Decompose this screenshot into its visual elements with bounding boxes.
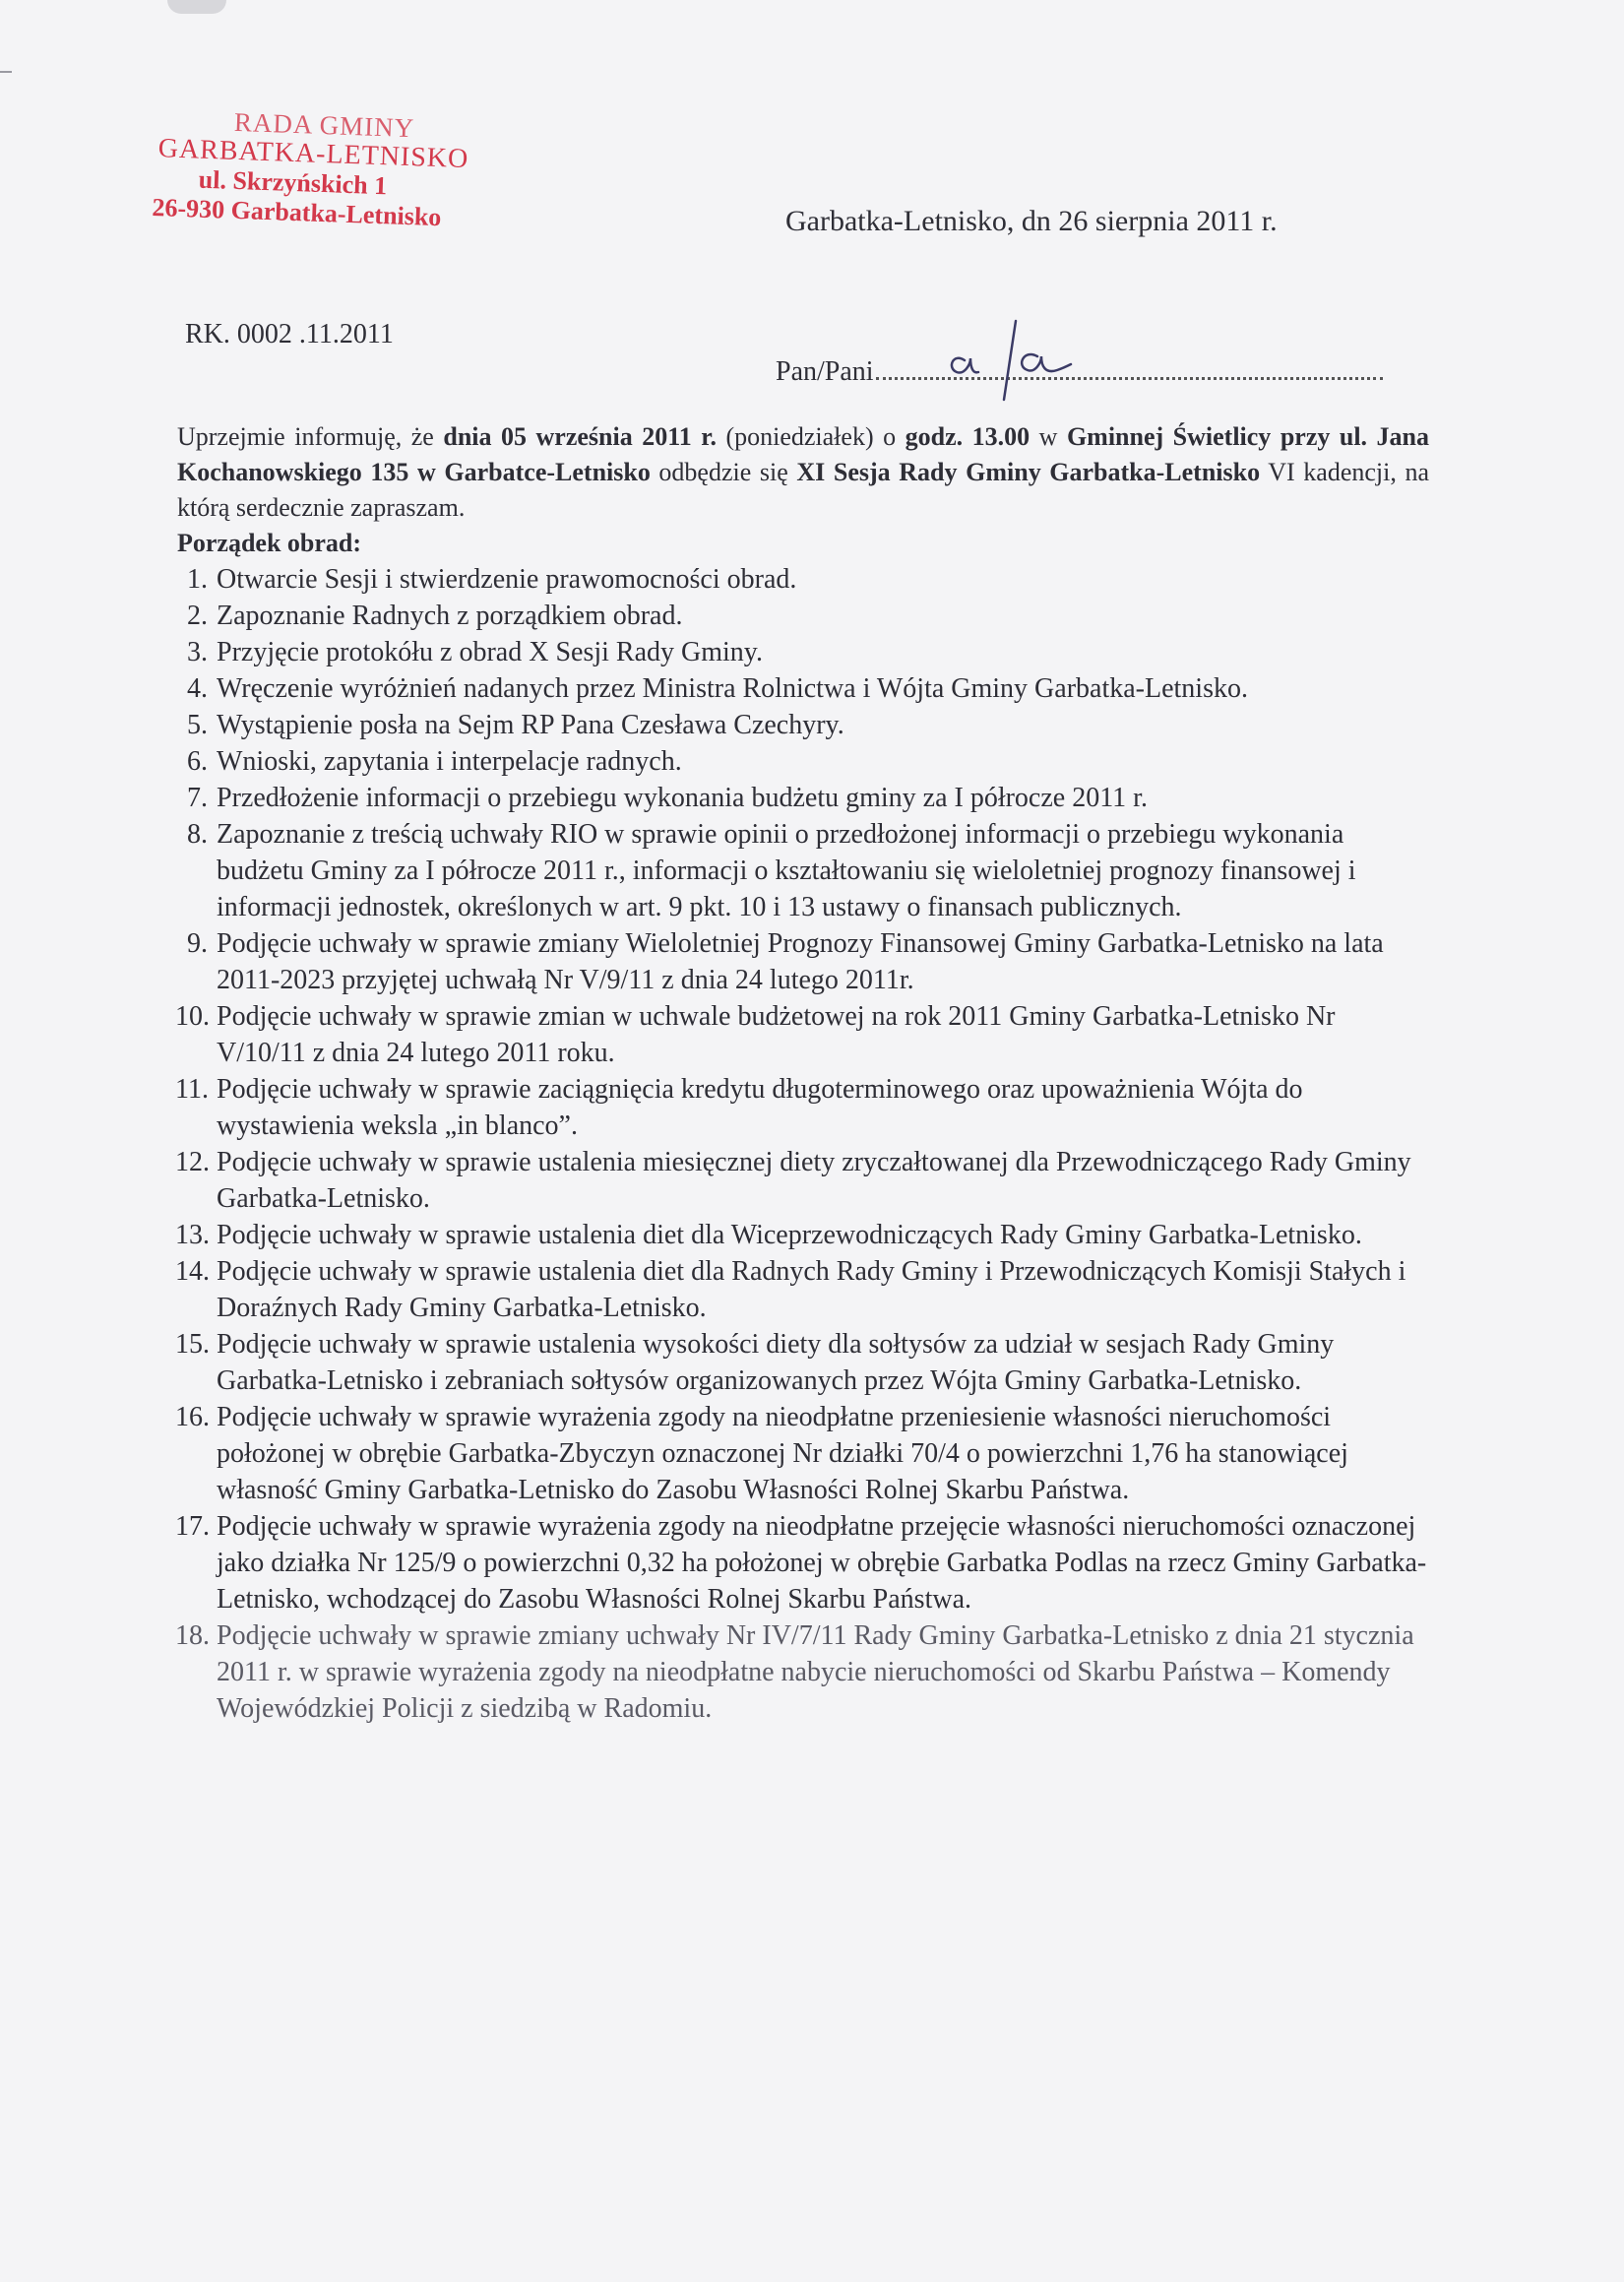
agenda-item-text: Podjęcie uchwały w sprawie ustalenia diet dla Radnych Rady Gminy i Przewodniczących Komisji Stałych i Doraźnych Rady Gminy Garbatka-Letnisko. (217, 1256, 1406, 1323)
agenda-item (177, 1399, 1429, 1508)
agenda-item-text: Podjęcie uchwały w sprawie zmian w uchwale budżetowej na rok 2011 Gminy Garbatka-Letnisko Nr V/10/11 z dnia 24 lutego 2011 roku. (217, 1001, 1336, 1068)
agenda-heading: Porządek obrad: (177, 529, 362, 557)
council-stamp (144, 104, 502, 234)
handwritten-signature (943, 313, 1081, 402)
agenda-item-text: Przyjęcie protokółu z obrad X Sesji Rady Gminy. (217, 637, 763, 667)
agenda-item-text: Podjęcie uchwały w sprawie zmiany uchwały Nr IV/7/11 Rady Gminy Garbatka-Letnisko z dnia 21 stycznia 2011 r. w sprawie wyrażenia zgody na nieodpłatne nabycie nieruchomości od Skarbu Państwa – Komendy Wojewódzkiej Policji z siedzibą w Radomiu. (217, 1620, 1414, 1724)
intro-text-2: (poniedziałek) o (716, 422, 906, 451)
agenda-item (177, 1253, 1429, 1326)
agenda-item-text: Podjęcie uchwały w sprawie ustalenia diet dla Wiceprzewodniczących Rady Gminy Garbatka-Letnisko. (217, 1220, 1362, 1250)
agenda-item (177, 1617, 1429, 1727)
agenda-item-number: 11. (175, 1074, 209, 1105)
stamp-line-1: RADA GMINY (233, 106, 415, 144)
agenda-item (177, 634, 1429, 670)
agenda-item-text: Podjęcie uchwały w sprawie wyrażenia zgody na nieodpłatne przejęcie własności nieruchomości oznaczonej jako działka Nr 125/9 o powierzchni 0,32 ha położonej w obrębie Garbatka Podlas na rzecz Gminy Garbatka-Letnisko, wchodzącej do Zasobu Własności Rolnej Skarbu Państwa. (217, 1511, 1427, 1615)
agenda-item-text: Podjęcie uchwały w sprawie wyrażenia zgody na nieodpłatne przeniesienie własności nieruchomości położonej w obrębie Garbatka-Zbyczyn oznaczonej Nr działki 70/4 o powierzchni 1,76 ha stanowiącej własność Gminy Garbatka-Letnisko do Zasobu Własności Rolnej Skarbu Państwa. (217, 1402, 1348, 1505)
page-edge-mark (0, 71, 12, 73)
agenda-item-text: Podjęcie uchwały w sprawie zmiany Wieloletniej Prognozy Finansowej Gminy Garbatka-Letnisko na lata 2011-2023 przyjętej uchwałą Nr V/9/11 z dnia 24 lutego 2011r. (217, 928, 1384, 995)
agenda-item-number: 9. (187, 928, 208, 959)
session-hour: godz. 13.00 (905, 422, 1031, 451)
agenda-item-number: 2. (187, 601, 208, 631)
agenda-item-number: 5. (187, 710, 208, 740)
agenda-item (177, 998, 1429, 1071)
agenda-item (177, 1326, 1429, 1399)
stamp-line-2: GARBATKA-LETNISKO (157, 133, 469, 175)
agenda-item-number: 12. (175, 1147, 210, 1177)
place-date: Garbatka-Letnisko, dn 26 sierpnia 2011 r. (785, 205, 1278, 237)
agenda-item (177, 1217, 1429, 1253)
agenda-item (177, 1508, 1429, 1617)
stamp-line-4: 26-930 Garbatka-Letnisko (152, 192, 442, 232)
agenda-item (177, 780, 1429, 816)
intro-text-5: VI kadencji, na którą serdecznie zapraszam. (177, 458, 1430, 522)
corner-smudge (167, 0, 226, 14)
agenda-item-text: Podjęcie uchwały w sprawie zaciągnięcia kredytu długoterminowego oraz upoważnienia Wójta do wystawienia weksla „in blanco”. (217, 1074, 1303, 1141)
agenda-item-number: 7. (187, 783, 208, 813)
agenda-item-text: Otwarcie Sesji i stwierdzenie prawomocności obrad. (217, 564, 797, 595)
agenda-item-text: Podjęcie uchwały w sprawie ustalenia wysokości diety dla sołtysów za udział w sesjach Rady Gminy Garbatka-Letnisko i zebraniach sołtysów organizowanych przez Wójta Gminy Garbatka-Letnisko. (217, 1329, 1335, 1396)
agenda-item (177, 1144, 1429, 1217)
agenda-item-number: 16. (175, 1402, 210, 1432)
agenda-item-number: 10. (175, 1001, 210, 1032)
addressee-label: Pan/Pani (776, 356, 874, 387)
reference-number: RK. 0002 .11.2011 (185, 319, 394, 349)
agenda-item-text: Zapoznanie Radnych z porządkiem obrad. (217, 601, 683, 631)
stamp-line-3: ul. Skrzyńskich 1 (198, 164, 388, 201)
agenda-item-text: Wręczenie wyróżnień nadanych przez Ministra Rolnictwa i Wójta Gminy Garbatka-Letnisko. (217, 673, 1248, 704)
agenda-item-number: 18. (175, 1620, 210, 1651)
agenda-item (177, 925, 1429, 998)
agenda-item (177, 561, 1429, 598)
agenda-item-number: 3. (187, 637, 208, 667)
session-place: Gminnej Świetlicy przy ul. Jana Kochanowskiego 135 w Garbatce-Letnisko (177, 422, 1430, 486)
intro-text-1: Uprzejmie informuję, że (177, 422, 444, 451)
agenda-list (177, 561, 1429, 1727)
agenda-item-number: 1. (187, 564, 208, 595)
agenda-item (177, 1071, 1429, 1144)
intro-text-4: odbędzie się (650, 458, 797, 486)
agenda-item-text: Wnioski, zapytania i interpelacje radnych. (217, 746, 682, 777)
session-name: XI Sesja Rady Gminy Garbatka-Letnisko (796, 458, 1261, 486)
agenda-item (177, 598, 1429, 634)
agenda-item-number: 6. (187, 746, 208, 777)
agenda-item-number: 14. (175, 1256, 210, 1287)
agenda-item-text: Podjęcie uchwały w sprawie ustalenia miesięcznej diety zryczałtowanej dla Przewodniczącego Rady Gminy Garbatka-Letnisko. (217, 1147, 1411, 1214)
agenda-item (177, 816, 1429, 925)
letter-body (177, 419, 1429, 1727)
agenda-item (177, 670, 1429, 707)
agenda-item-number: 4. (187, 673, 208, 704)
intro-text-3: w (1030, 422, 1067, 451)
agenda-item (177, 743, 1429, 780)
session-date: dnia 05 września 2011 r. (443, 422, 717, 451)
agenda-item-text: Przedłożenie informacji o przebiegu wykonania budżetu gminy za I półrocze 2011 r. (217, 783, 1148, 813)
invitation-paragraph (177, 419, 1429, 526)
agenda-item-number: 13. (175, 1220, 210, 1250)
agenda-item-number: 8. (187, 819, 208, 850)
agenda-item-number: 15. (175, 1329, 210, 1360)
agenda-item-text: Wystąpienie posła na Sejm RP Pana Czesława Czechyry. (217, 710, 844, 740)
agenda-item (177, 707, 1429, 743)
agenda-item-text: Zapoznanie z treścią uchwały RIO w sprawie opinii o przedłożonej informacji o przebiegu wykonania budżetu Gminy za I półrocze 2011 r., informacji o kształtowaniu się wieloletniej prognozy finansowej i informacji jednostek, określonych w art. 9 pkt. 10 i 13 ustawy o finansach publicznych. (217, 819, 1356, 922)
agenda-item-number: 17. (175, 1511, 210, 1542)
